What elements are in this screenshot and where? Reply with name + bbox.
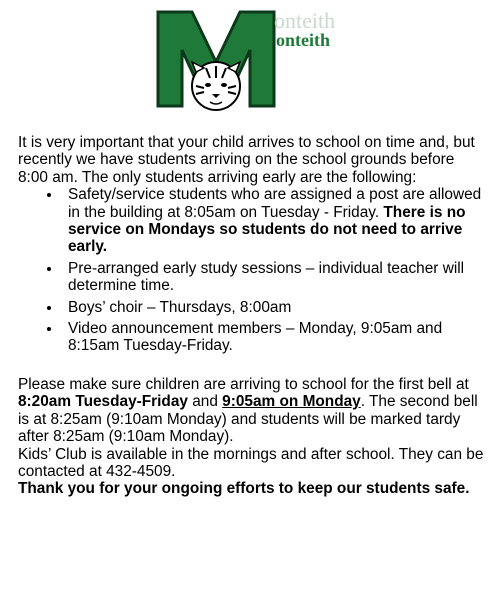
bell-schedule-paragraph	[18, 376, 486, 446]
monday-time: 9:05am on Monday	[222, 393, 361, 411]
schedule-text-2: and	[187, 393, 223, 411]
logo-line-2: onteith	[276, 30, 330, 50]
early-arrival-list	[18, 186, 486, 355]
intro-paragraph: It is very important that your child arrives to school on time and, but recently we have students arriving on the school grounds before 8:00 am. The only students arriving early are the following:	[18, 134, 475, 186]
list-item-bold: There is no service on Mondays so students do not need to arrive early.	[68, 203, 466, 256]
schedule-text-3: . The second bell is at 8:25am (9:10am Monday) and students will be marked tardy after 8:25am (9:10am Monday).	[18, 393, 478, 446]
list-item-text: Safety/service students who are assigned a post are allowed in the building at 8:05am on Tuesday - Friday.	[68, 186, 482, 221]
notice-body	[18, 134, 486, 498]
list-item: • Pre-arranged early study sessions – individual teacher will determine time.	[62, 260, 486, 295]
tuesday-friday-time: 8:20am Tuesday-Friday	[18, 393, 188, 411]
closing-paragraph	[18, 480, 486, 497]
list-item	[62, 186, 486, 256]
schedule-text-1: Please make sure children are arriving to school for the first bell at	[18, 375, 469, 393]
list-item: • Boys’ choir – Thursdays, 8:00am	[62, 299, 486, 316]
kids-club-paragraph: Kids’ Club is available in the mornings and after school. They can be contacted at 432-4509.	[18, 445, 484, 480]
school-logo	[150, 6, 350, 114]
logo-line-1: onteith	[274, 8, 336, 33]
list-item: • Video announcement members – Monday, 9:05am and 8:15am Tuesday-Friday.	[62, 320, 486, 355]
tiger-head-icon	[192, 62, 240, 110]
closing-text: Thank you for your ongoing efforts to keep our students safe.	[18, 480, 470, 498]
